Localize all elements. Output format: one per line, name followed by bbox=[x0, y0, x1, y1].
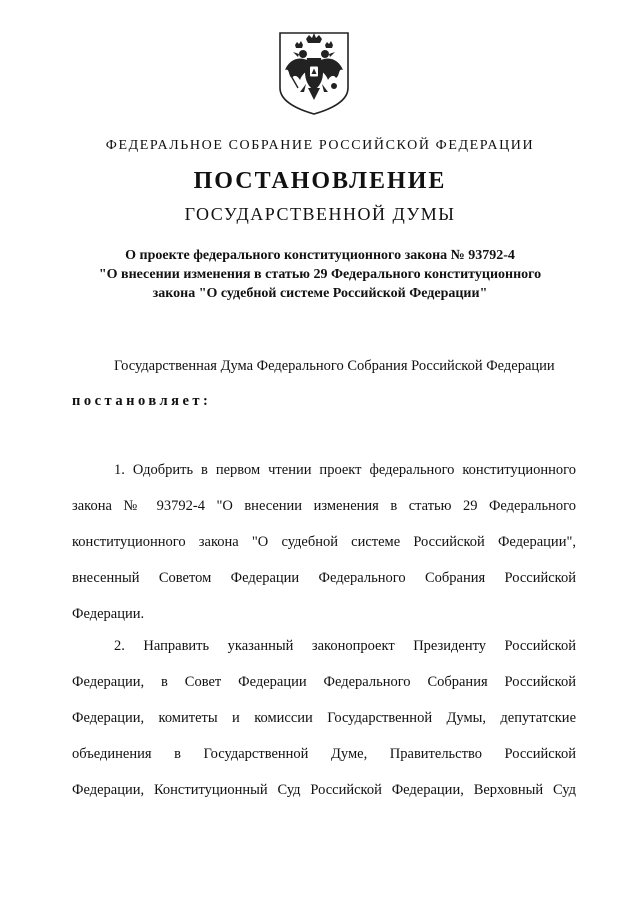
paragraph-line: объединения в Государственной Думе, Правительство Российской bbox=[72, 746, 576, 762]
paragraph-line: Федерации, в Совет Федерации Федерального Собрания Российской bbox=[72, 674, 576, 690]
document-issuer-title: ГОСУДАРСТВЕННОЙ ДУМЫ bbox=[184, 204, 456, 224]
paragraph-line: 2. Направить указанный законопроект Президенту Российской bbox=[114, 638, 576, 654]
paragraph-line: закона № 93792-4 "О внесении изменения в статью 29 Федерального bbox=[72, 498, 576, 514]
paragraph-line: внесенный Советом Федерации Федерального Собрания Российской bbox=[72, 570, 576, 586]
organization-heading: ФЕДЕРАЛЬНОЕ СОБРАНИЕ РОССИЙСКОЙ ФЕДЕРАЦИИ bbox=[105, 138, 535, 153]
paragraph-line: Федерации, Конституционный Суд Российской Федерации, Верховный Суд bbox=[72, 782, 576, 798]
paragraph-line: 1. Одобрить в первом чтении проект федерального конституционного bbox=[114, 462, 576, 478]
paragraph-line: конституционного закона "О судебной системе Российской Федерации", bbox=[72, 534, 576, 550]
paragraph-2 bbox=[72, 628, 576, 808]
paragraph-line: Федерации, комитеты и комиссии Государственной Думы, депутатские bbox=[72, 710, 576, 726]
paragraph-line: Федерации. bbox=[72, 606, 145, 622]
state-emblem-icon bbox=[276, 30, 352, 116]
subject-line: "О внесении изменения в статью 29 Федерального конституционного bbox=[98, 267, 542, 282]
document-subject bbox=[60, 246, 580, 303]
resolves-keyword: постановляет: bbox=[72, 393, 212, 409]
document-type-title: ПОСТАНОВЛЕНИЕ bbox=[193, 168, 447, 194]
subject-line: закона "О судебной системе Российской Федерации" bbox=[152, 286, 488, 301]
paragraph-1 bbox=[72, 452, 576, 632]
subject-line: О проекте федерального конституционного закона № 93792-4 bbox=[125, 248, 515, 263]
preamble-text: Государственная Дума Федерального Собрания Российской Федерации bbox=[114, 358, 555, 374]
